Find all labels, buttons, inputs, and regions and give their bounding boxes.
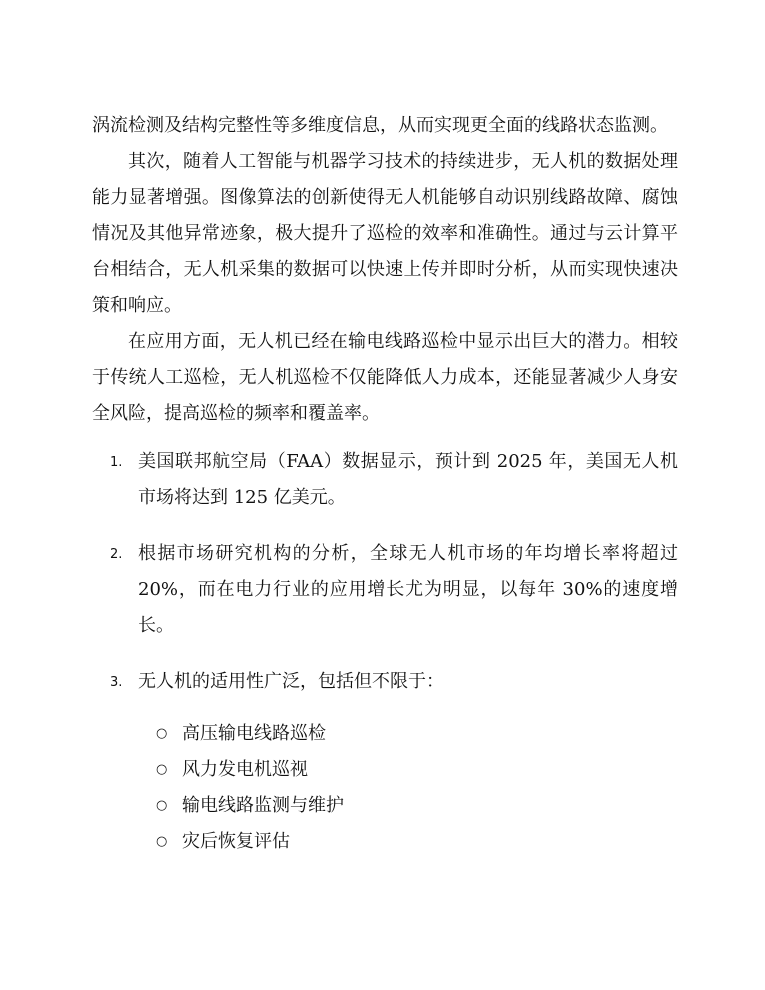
numbered-list [92,444,678,700]
document-page [92,108,678,860]
bullet-item [156,716,678,752]
list-number: 2. [110,547,123,562]
list-item-text: 美国联邦航空局（FAA）数据显示，预计到 2025 年，美国无人机市场将达到 125 亿美元。 [138,451,678,508]
list-item [92,444,678,516]
bullet-item [156,788,678,824]
list-number: 3. [110,675,123,690]
paragraph-applications: 在应用方面，无人机已经在输电线路巡检中显示出巨大的潜力。相较于传统人工巡检，无人机巡检不仅能降低人力成本，还能显著减少人身安全风险，提高巡检的频率和覆盖率。 [92,331,678,424]
list-number: 1. [110,455,123,470]
list-item [92,664,678,700]
bullet-item [156,824,678,860]
bullet-item-text: 输电线路监测与维护 [182,795,344,816]
list-item-text: 根据市场研究机构的分析，全球无人机市场的年均增长率将超过 20%，而在电力行业的应用增长尤为明显，以每年 30%的速度增长。 [138,543,678,636]
bullet-item-text: 灾后恢复评估 [182,831,290,852]
list-item [92,536,678,644]
bullet-item-text: 风力发电机巡视 [182,759,308,780]
paragraph-continued: 涡流检测及结构完整性等多维度信息，从而实现更全面的线路状态监测。 [92,115,668,136]
list-item-text: 无人机的适用性广泛，包括但不限于： [138,671,444,692]
bullet-item-text: 高压输电线路巡检 [182,723,326,744]
circle-bullet-icon: ○ [156,798,168,813]
circle-bullet-icon: ○ [156,762,168,777]
bullet-item [156,752,678,788]
paragraph-ai-processing: 其次，随着人工智能与机器学习技术的持续进步，无人机的数据处理能力显著增强。图像算法的创新使得无人机能够自动识别线路故障、腐蚀情况及其他异常迹象，极大提升了巡检的效率和准确性。通过与云计算平台相结合，无人机采集的数据可以快速上传并即时分析，从而实现快速决策和响应。 [92,151,678,316]
circle-bullet-icon: ○ [156,834,168,849]
circle-bullet-icon: ○ [156,726,168,741]
bullet-list [92,716,678,860]
